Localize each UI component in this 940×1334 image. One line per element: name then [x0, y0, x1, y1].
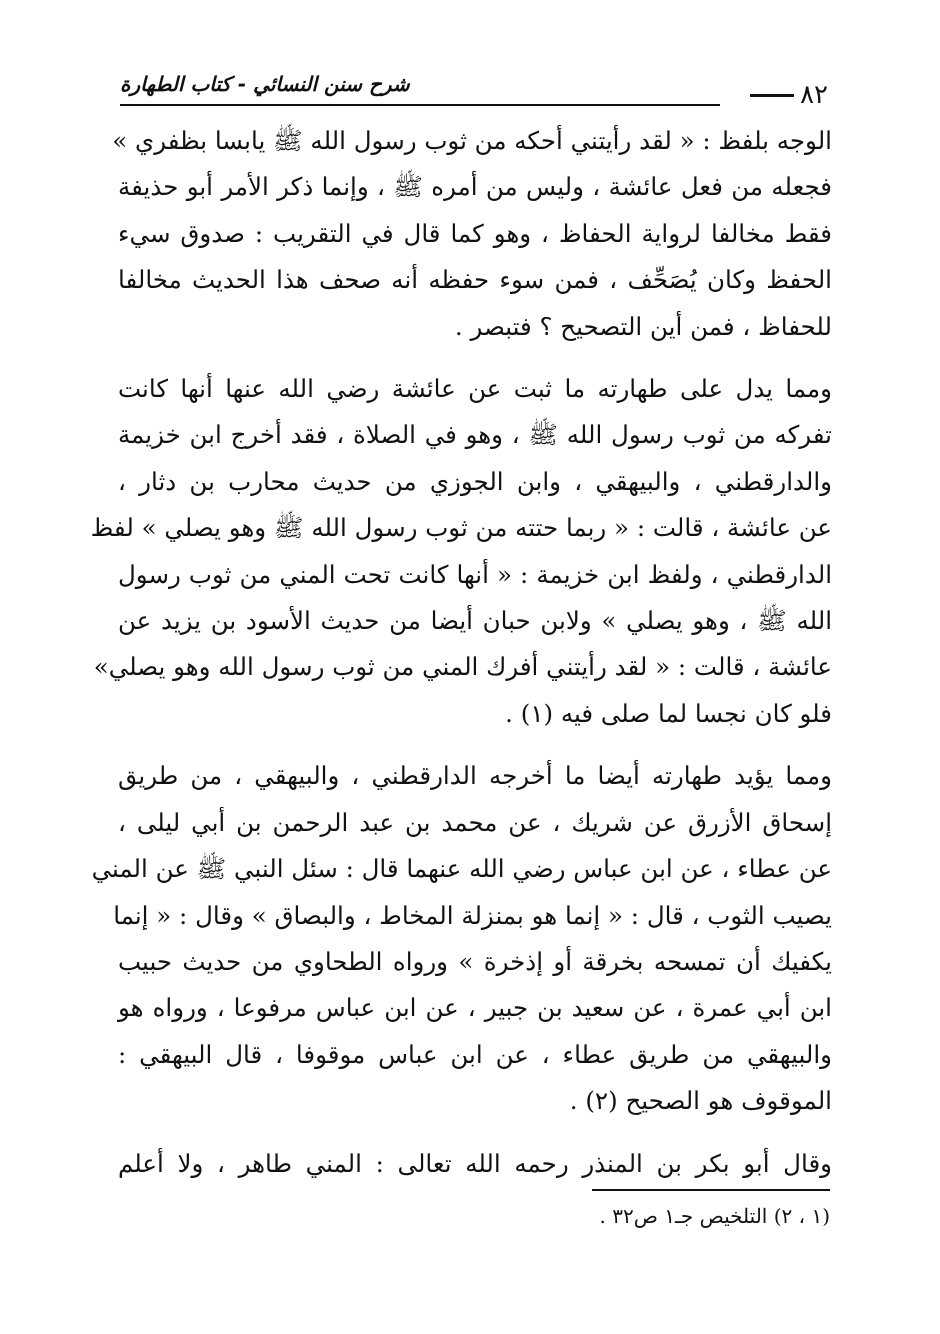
- text-line: والبيهقي من طريق عطاء ، عن ابن عباس موقوفا ، قال البيهقي :: [118, 1039, 832, 1069]
- text-line: ومما يدل على طهارته ما ثبت عن عائشة رضي الله عنها أنها كانت: [118, 374, 832, 404]
- page-number-group: [750, 80, 828, 110]
- text-line: عن عائشة ، قالت : « ربما حتته من ثوب رسول الله ﷺ وهو يصلي » لفظ: [90, 513, 832, 543]
- text-line: عن عطاء ، عن ابن عباس رضي الله عنهما قال : سئل النبي ﷺ عن المني: [91, 854, 832, 884]
- text-line: فجعله من فعل عائشة ، وليس من أمره ﷺ ، وإنما ذكر الأمر أبو حذيفة: [118, 172, 832, 202]
- header-rule: [120, 104, 720, 106]
- text-line: الوجه بلفظ : « لقد رأيتني أحكه من ثوب رسول الله ﷺ يابسا بظفري »: [112, 126, 832, 155]
- text-line: تفركه من ثوب رسول الله ﷺ ، وهو في الصلاة ، فقد أخرج ابن خزيمة: [118, 420, 832, 450]
- footnote: (١ ، ٢) التلخيص جـ١ ص٣٢ .: [599, 1204, 830, 1228]
- paragraph-2: [90, 366, 832, 737]
- paragraph-4: [118, 1141, 832, 1187]
- text-line: يصيب الثوب ، قال : « إنما هو بمنزلة المخاط ، والبصاق » وقال : « إنما: [113, 900, 832, 930]
- text-line: فلو كان نجسا لما صلى فيه (١) .: [505, 698, 832, 728]
- text-line: والدارقطني ، والبيهقي ، وابن الجوزي من حديث محارب بن دثار ،: [118, 466, 832, 496]
- text-line: وقال أبو بكر بن المنذر رحمه الله تعالى : المني طاهر ، ولا أعلم: [118, 1148, 832, 1178]
- running-title: شرح سنن النسائي - كتاب الطهارة: [120, 72, 410, 96]
- text-line: يكفيك أن تمسحه بخرقة أو إذخرة » ورواه الطحاوي من حديث حبيب: [118, 946, 832, 976]
- paragraph-3: [91, 753, 832, 1124]
- text-line: الدارقطني ، ولفظ ابن خزيمة : « أنها كانت تحت المني من ثوب رسول: [118, 559, 832, 589]
- page-number: ٨٢: [800, 80, 828, 110]
- text-line: الموقوف هو الصحيح (٢) .: [569, 1086, 832, 1116]
- text-line: إسحاق الأزرق عن شريك ، عن محمد بن عبد الرحمن بن أبي ليلى ،: [118, 807, 832, 837]
- text-line: ومما يؤيد طهارته أيضا ما أخرجه الدارقطني ، والبيهقي ، من طريق: [118, 761, 832, 791]
- text-line: فقط مخالفا لرواية الحفاظ ، وهو كما قال في التقريب : صدوق سيء: [118, 218, 832, 248]
- page-header: [120, 70, 828, 110]
- footnote-rule: [592, 1189, 830, 1191]
- text-line: للحفاظ ، فمن أين التصحيح ؟ فتبصر .: [454, 311, 832, 341]
- paragraph-1: [112, 118, 832, 350]
- text-line: عائشة ، قالت : « لقد رأيتني أفرك المني من ثوب رسول الله وهو يصلي»: [93, 652, 832, 682]
- text-line: الله ﷺ ، وهو يصلي » ولابن حبان أيضا من حديث الأسود بن يزيد عن: [118, 606, 832, 636]
- text-line: الحفظ وكان يُصَحِّف ، فمن سوء حفظه أنه صحف هذا الحديث مخالفا: [118, 265, 832, 295]
- page-number-dash: [750, 94, 794, 97]
- body-text: [90, 118, 832, 1187]
- text-line: ابن أبي عمرة ، عن سعيد بن جبير ، عن ابن عباس مرفوعا ، ورواه هو: [118, 993, 832, 1023]
